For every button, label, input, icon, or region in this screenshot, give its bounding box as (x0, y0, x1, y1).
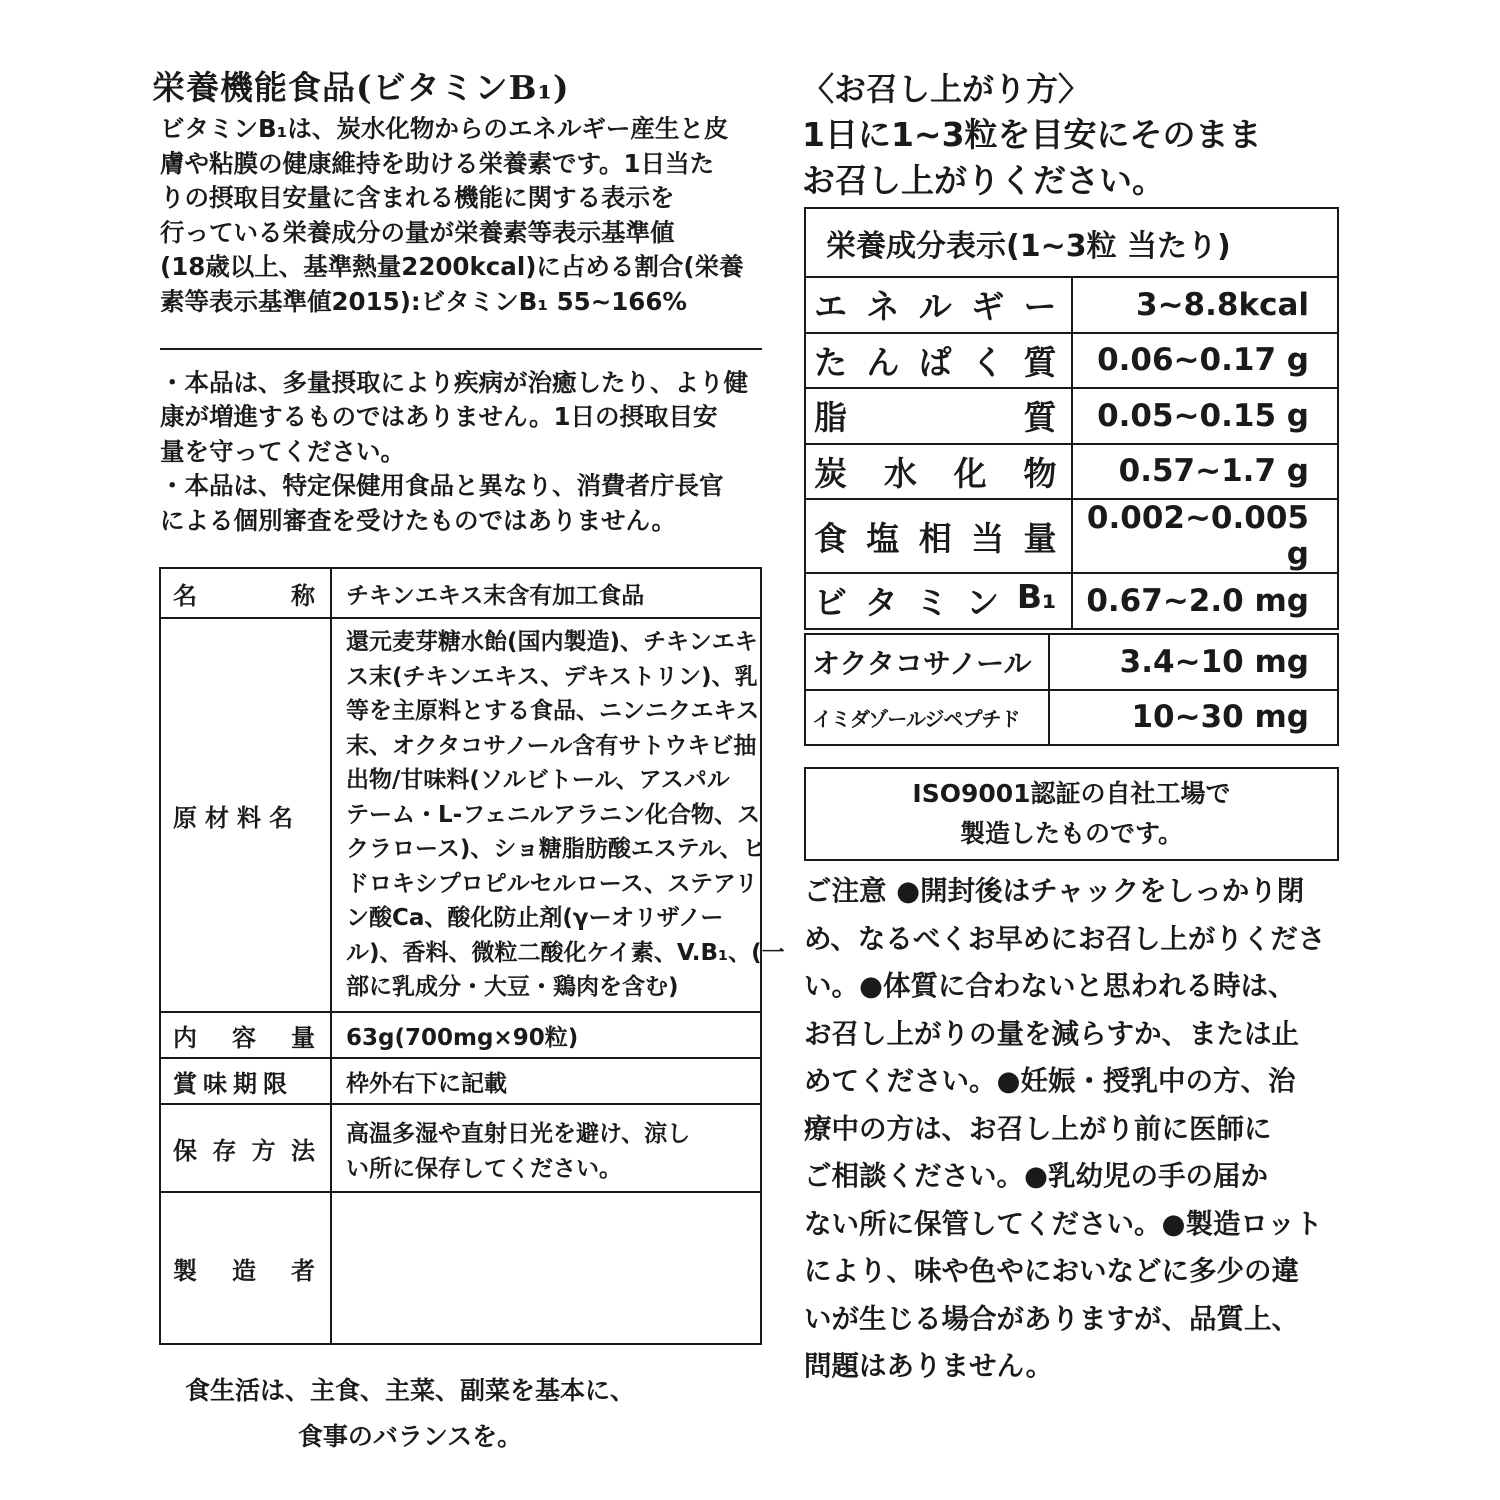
nutrition-facts-table (804, 207, 1339, 630)
ingredients-key: 原材料名 (160, 618, 331, 1012)
extra-row (805, 634, 1338, 690)
notice-line: い。●体質に合わないと思われる時は、 (804, 970, 1296, 1002)
nutrient-name: 炭 水 化 物 (805, 444, 1072, 500)
notice-line: お召し上がりの量を減らすか、または止 (804, 1017, 1299, 1050)
extra-name: オクタコサノール (805, 634, 1049, 690)
nutrient-name: 食 塩 相 当 量 (805, 499, 1072, 573)
nutrition-row (805, 388, 1338, 444)
notice-line: いが生じる場合がありますが、品質上、 (804, 1302, 1299, 1335)
caution-line: による個別審査を受けたものではありません。 (160, 505, 676, 535)
iso-line: 製造したものです。 (959, 819, 1183, 848)
description-line: 膚や粘膜の健康維持を助ける栄養素です。1日当た (160, 148, 715, 178)
description-line: ビタミンB₁は、炭水化物からのエネルギー産生と皮 (160, 114, 729, 143)
nutrient-value: 0.06~0.17 g (1072, 333, 1339, 389)
usage-notice (804, 868, 1344, 1391)
caution-line: 康が増進するものではありません。1日の摂取目安 (160, 402, 718, 432)
name-key: 名 称 (160, 568, 331, 618)
table-row (160, 1058, 761, 1104)
table-row (160, 618, 761, 1012)
functional-food-description (160, 112, 780, 320)
description-line: りの摂取目安量に含まれる機能に関する表示を (160, 183, 675, 213)
iso-certification-box (804, 767, 1339, 861)
ingredients-value: 還元麦芽糖水飴(国内製造)、チキンエキ ス末(チキンエキス、デキストリン)、乳 等を主原料とする食品、ニンニクエキス 末、オクタコサノール含有サトウキビ抽 出物/甘味料(ソルビトール、アスパル テーム・L-フェニルアラニン化合物、ス クラロース)、ショ糖脂肪酸エステル、ヒ ドロキシプロピルセルロース、ステアリ ン酸Ca、酸化防止剤(γーオリザノー ル)、香料、微粒二酸化ケイ素、V.B₁、(一 部に乳成分・大豆・鶏肉を含む) (331, 618, 761, 1012)
nutrient-value: 0.57~1.7 g (1072, 444, 1339, 500)
notice-line: め、なるべくお早めにお召し上がりくださ (804, 922, 1326, 955)
nutrition-row (805, 444, 1338, 500)
product-label-table (159, 567, 785, 1345)
slogan-line: 食事のバランスを。 (297, 1422, 523, 1451)
directions-line: 1日に1~3粒を目安にそのまま (802, 115, 1262, 154)
storage-key: 保 存 方 法 (160, 1104, 331, 1192)
nutrient-value: 3~8.8kcal (1072, 277, 1339, 333)
section-divider (160, 348, 762, 350)
iso-line: ISO9001認証の自社工場で (912, 779, 1231, 808)
notice-line: ご相談ください。●乳幼児の手の届か (804, 1160, 1268, 1192)
nutrient-name: た ん ぱ く 質 (805, 333, 1072, 389)
nutrition-row (805, 573, 1338, 629)
notice-line: ご注意 ●開封後はチャックをしっかり閉 (804, 875, 1305, 907)
notice-line: により、味や色やにおいなどに多少の違 (804, 1255, 1299, 1287)
contents-key: 内 容 量 (160, 1012, 331, 1058)
extra-name: イミダゾールジペプチド (805, 690, 1049, 746)
extra-value: 10~30 mg (1049, 690, 1338, 746)
nutrition-header-row (805, 208, 1338, 277)
table-row (160, 1192, 761, 1344)
table-row (160, 568, 761, 618)
name-value: チキンエキス末含有加工食品 (331, 568, 761, 618)
extra-value: 3.4~10 mg (1049, 634, 1338, 690)
caution-line: ・本品は、多量摂取により疾病が治癒したり、より健 (160, 368, 748, 397)
manufacturer-value (331, 1192, 761, 1344)
nutrient-value: 0.002~0.005 g (1072, 499, 1339, 573)
contents-value: 63g(700mg×90粒) (331, 1012, 761, 1058)
nutrient-value: 0.05~0.15 g (1072, 388, 1339, 444)
directions-title: 〈お召し上がり方〉 (802, 70, 1091, 108)
nutrient-name: エ ネ ル ギ ー (805, 277, 1072, 333)
diet-slogan (160, 1368, 660, 1460)
description-line: 行っている栄養成分の量が栄養素等表示基準値 (160, 217, 675, 247)
best-before-value: 枠外右下に記載 (331, 1058, 761, 1104)
nutrition-row (805, 277, 1338, 333)
functional-food-title: 栄養機能食品(ビタミンB₁) (152, 68, 570, 107)
notice-line: めてください。●妊娠・授乳中の方、治 (804, 1065, 1296, 1097)
caution-line: ・本品は、特定保健用食品と異なり、消費者庁長官 (160, 471, 724, 501)
notice-line: 問題はありません。 (804, 1350, 1054, 1382)
extra-row (805, 690, 1338, 746)
storage-value: 高温多湿や直射日光を避け、涼し い所に保存してください。 (331, 1104, 761, 1192)
extra-ingredients-table (804, 633, 1339, 746)
nutrition-row (805, 333, 1338, 389)
nutrient-name: 脂 質 (805, 388, 1072, 444)
directions-body (802, 112, 1262, 204)
table-row (160, 1012, 761, 1058)
slogan-line: 食生活は、主食、主菜、副菜を基本に、 (184, 1376, 635, 1405)
notice-line: ない所に保管してください。●製造ロット (804, 1207, 1323, 1240)
caution-line: 量を守ってください。 (160, 436, 405, 466)
description-line: 素等表示基準値2015):ビタミンB₁ 55~166% (160, 286, 687, 316)
manufacturer-key: 製 造 者 (160, 1192, 331, 1344)
notice-line: 療中の方は、お召し上がり前に医師に (804, 1112, 1272, 1145)
table-row (160, 1104, 761, 1192)
nutrient-value: 0.67~2.0 mg (1072, 573, 1339, 629)
caution-notes (160, 366, 780, 538)
nutrition-header: 栄養成分表示(1~3粒 当たり) (805, 208, 1338, 277)
best-before-key: 賞味期限 (160, 1058, 331, 1104)
directions-line: お召し上がりください。 (802, 161, 1165, 200)
nutrient-name: ビ タ ミ ン B₁ (805, 573, 1072, 629)
nutrition-row (805, 499, 1338, 573)
description-line: (18歳以上、基準熱量2200kcal)に占める割合(栄養 (160, 252, 744, 282)
